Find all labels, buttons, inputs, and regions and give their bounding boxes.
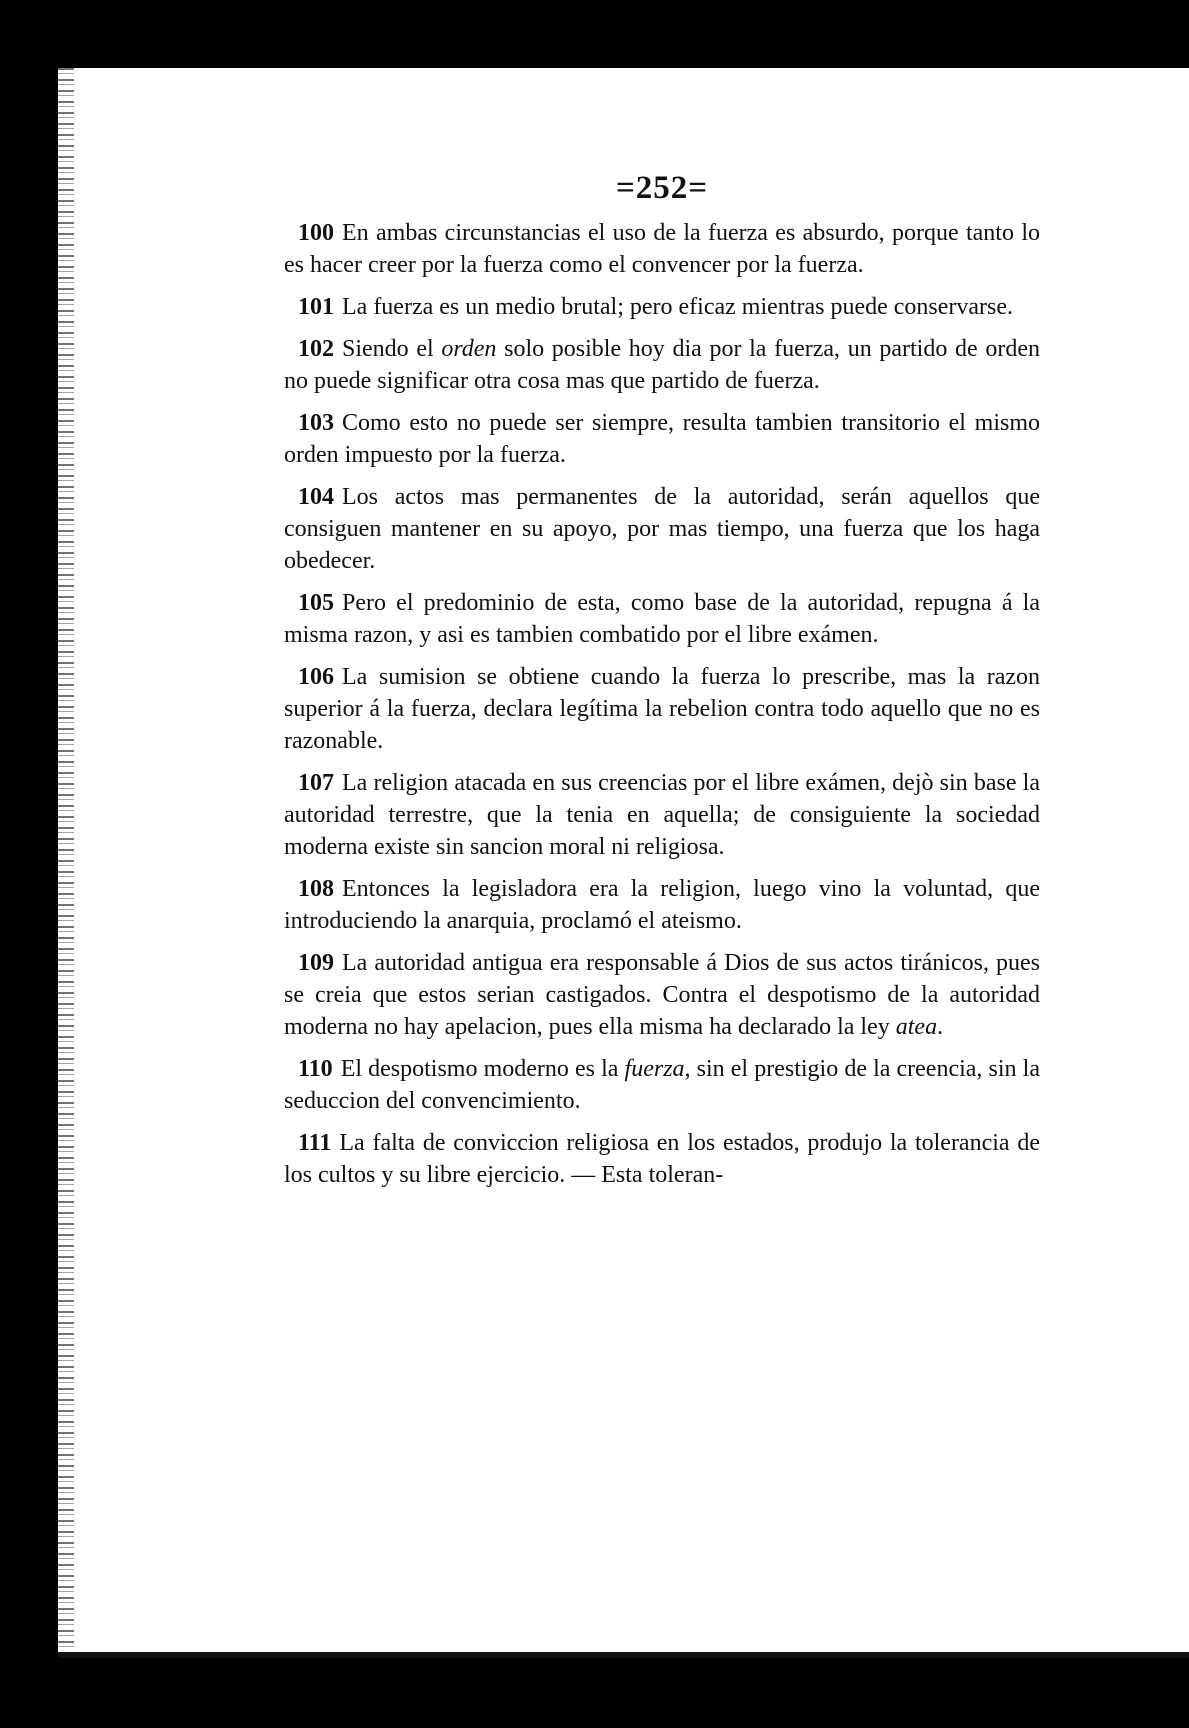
paragraph-number: 111 [298, 1130, 332, 1156]
text-block [284, 170, 1040, 1201]
paragraph-text: La falta de conviccion religiosa en los estados, produjo la tolerancia de los cultos y su libre ejercicio. — Esta toleran- [284, 1130, 1040, 1188]
paragraph-109 [284, 947, 1040, 1043]
paragraph-number: 102 [298, 336, 334, 362]
paragraph-number: 107 [298, 770, 334, 796]
page-number: =252= [615, 170, 709, 206]
paragraph-text: Como esto no puede ser siempre, resulta tambien transitorio el mismo orden impuesto por la fuerza. [284, 410, 1040, 468]
paragraph-text: Siendo el [342, 336, 442, 362]
paragraph-105 [284, 587, 1040, 651]
paragraph-number: 109 [298, 950, 334, 976]
paragraph-text: . [937, 1014, 944, 1040]
paragraph-110 [284, 1053, 1040, 1117]
paragraph-number: 110 [298, 1056, 333, 1082]
paragraph-text: La sumision se obtiene cuando la fuerza lo prescribe, mas la razon superior á la fuerza, declara legítima la rebelion contra todo aquello que no es razonable. [284, 664, 1040, 754]
paragraph-number: 108 [298, 876, 334, 902]
page-bottom-edge [58, 1652, 1189, 1658]
page-binding-edge [58, 68, 74, 1658]
paragraph-text: La autoridad antigua era responsable á Dios de sus actos tiránicos, pues se creia que estos serian castigados. Contra el despotismo de la autoridad moderna no hay apelacion, pues ella misma ha declarado la ley [284, 950, 1040, 1040]
paragraph-number: 105 [298, 590, 334, 616]
paragraph-number: 104 [298, 484, 334, 510]
paragraph-108 [284, 873, 1040, 937]
paragraph-number: 100 [298, 220, 334, 246]
paragraph-text: En ambas circunstancias el uso de la fuerza es absurdo, porque tanto lo es hacer creer por la fuerza como el convencer por la fuerza. [284, 220, 1040, 278]
paragraph-text: La religion atacada en sus creencias por el libre exámen, dejò sin base la autoridad terrestre, que la tenia en aquella; de consiguiente la sociedad moderna existe sin sancion moral ni religiosa. [284, 770, 1040, 860]
italic-word: fuerza [624, 1056, 685, 1082]
paragraph-text: Entonces la legisladora era la religion, luego vino la voluntad, que introduciendo la anarquia, proclamó el ateismo. [284, 876, 1040, 934]
paragraph-text: La fuerza es un medio brutal; pero eficaz mientras puede conservarse. [342, 294, 1014, 320]
paragraph-111 [284, 1127, 1040, 1191]
paragraph-text: , sin el prestigio de la creencia, sin la seduccion del convencimiento. [284, 1056, 1040, 1114]
paragraph-number: 106 [298, 664, 334, 690]
paragraph-text: solo posible hoy dia por la fuerza, un partido de orden no puede significar otra cosa mas que partido de fuerza. [284, 336, 1040, 394]
paragraph-102 [284, 333, 1040, 397]
paragraph-text: Los actos mas permanentes de la autoridad, serán aquellos que consiguen mantener en su apoyo, por mas tiempo, una fuerza que los haga obedecer. [284, 484, 1040, 574]
paragraph-text: Pero el predominio de esta, como base de la autoridad, repugna á la misma razon, y asi es tambien combatido por el libre exámen. [284, 590, 1040, 648]
paragraph-100 [284, 217, 1040, 281]
paragraph-104 [284, 481, 1040, 577]
italic-word: atea [895, 1014, 938, 1040]
paragraph-107 [284, 767, 1040, 863]
paragraph-101 [284, 291, 1040, 323]
book-page [58, 68, 1189, 1658]
paragraph-number: 103 [298, 410, 334, 436]
paragraph-text: El despotismo moderno es la [340, 1056, 625, 1082]
paragraph-103 [284, 407, 1040, 471]
paragraph-106 [284, 661, 1040, 757]
italic-word: orden [441, 336, 497, 362]
paragraph-number: 101 [298, 294, 334, 320]
